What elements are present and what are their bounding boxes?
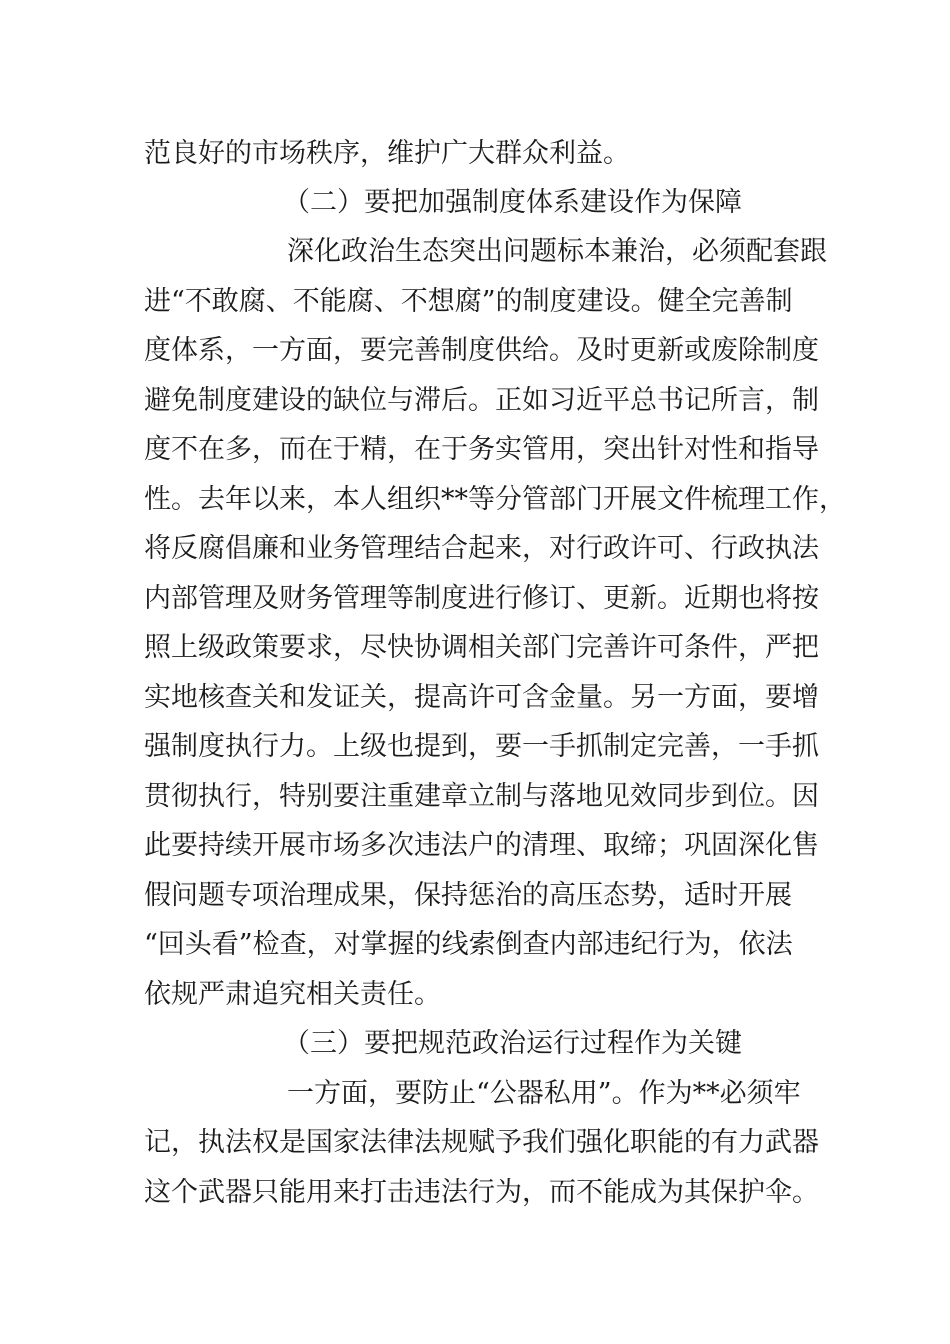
text-line: 避免制度建设的缺位与滞后。正如习近平总书记所言，制 (144, 385, 819, 416)
text-line: 性。去年以来，本人组织**等分管部门开展文件梳理工作， (144, 484, 846, 515)
text-line: 强制度执行力。上级也提到，要一手抓制定完善，一手抓 (144, 731, 819, 762)
text-line: 进“不敢腐、不能腐、不想腐”的制度建设。健全完善制 (144, 286, 793, 317)
text-line: 此要持续开展市场多次违法户的清理、取缔；巩固深化售 (144, 830, 819, 861)
text-line: 这个武器只能用来打击违法行为，而不能成为其保护伞。 (144, 1177, 819, 1208)
text-line: 实地核查关和发证关，提高许可含金量。另一方面，要增 (144, 682, 819, 713)
text-line: 一方面，要防止“公器私用”。作为**必须牢 (287, 1078, 801, 1109)
text-line: 记，执法权是国家法律法规赋予我们强化职能的有力武器 (144, 1127, 819, 1158)
text-line: 依规严肃追究相关责任。 (144, 979, 441, 1010)
text-line: 贯彻执行，特别要注重建章立制与落地见效同步到位。因 (144, 781, 819, 812)
text-line: 度体系，一方面，要完善制度供给。及时更新或废除制度 (144, 335, 819, 366)
section-heading: （二）要把加强制度体系建设作为保障 (283, 187, 742, 218)
text-line: “回头看”检查，对掌握的线索倒查内部违纪行为，依法 (144, 929, 793, 960)
text-line: 内部管理及财务管理等制度进行修订、更新。近期也将按 (144, 583, 819, 614)
text-line: 深化政治生态突出问题标本兼治，必须配套跟 (287, 236, 827, 267)
text-line: 照上级政策要求，尽快协调相关部门完善许可条件，严把 (144, 632, 819, 663)
text-line: 范良好的市场秩序，维护广大群众利益。 (144, 138, 630, 169)
text-line: 假问题专项治理成果，保持惩治的高压态势，适时开展 (144, 880, 792, 911)
section-heading: （三）要把规范政治运行过程作为关键 (283, 1028, 742, 1059)
text-line: 将反腐倡廉和业务管理结合起来，对行政许可、行政执法 (144, 533, 819, 564)
text-line: 度不在多，而在于精，在于务实管用，突出针对性和指导 (144, 434, 819, 465)
